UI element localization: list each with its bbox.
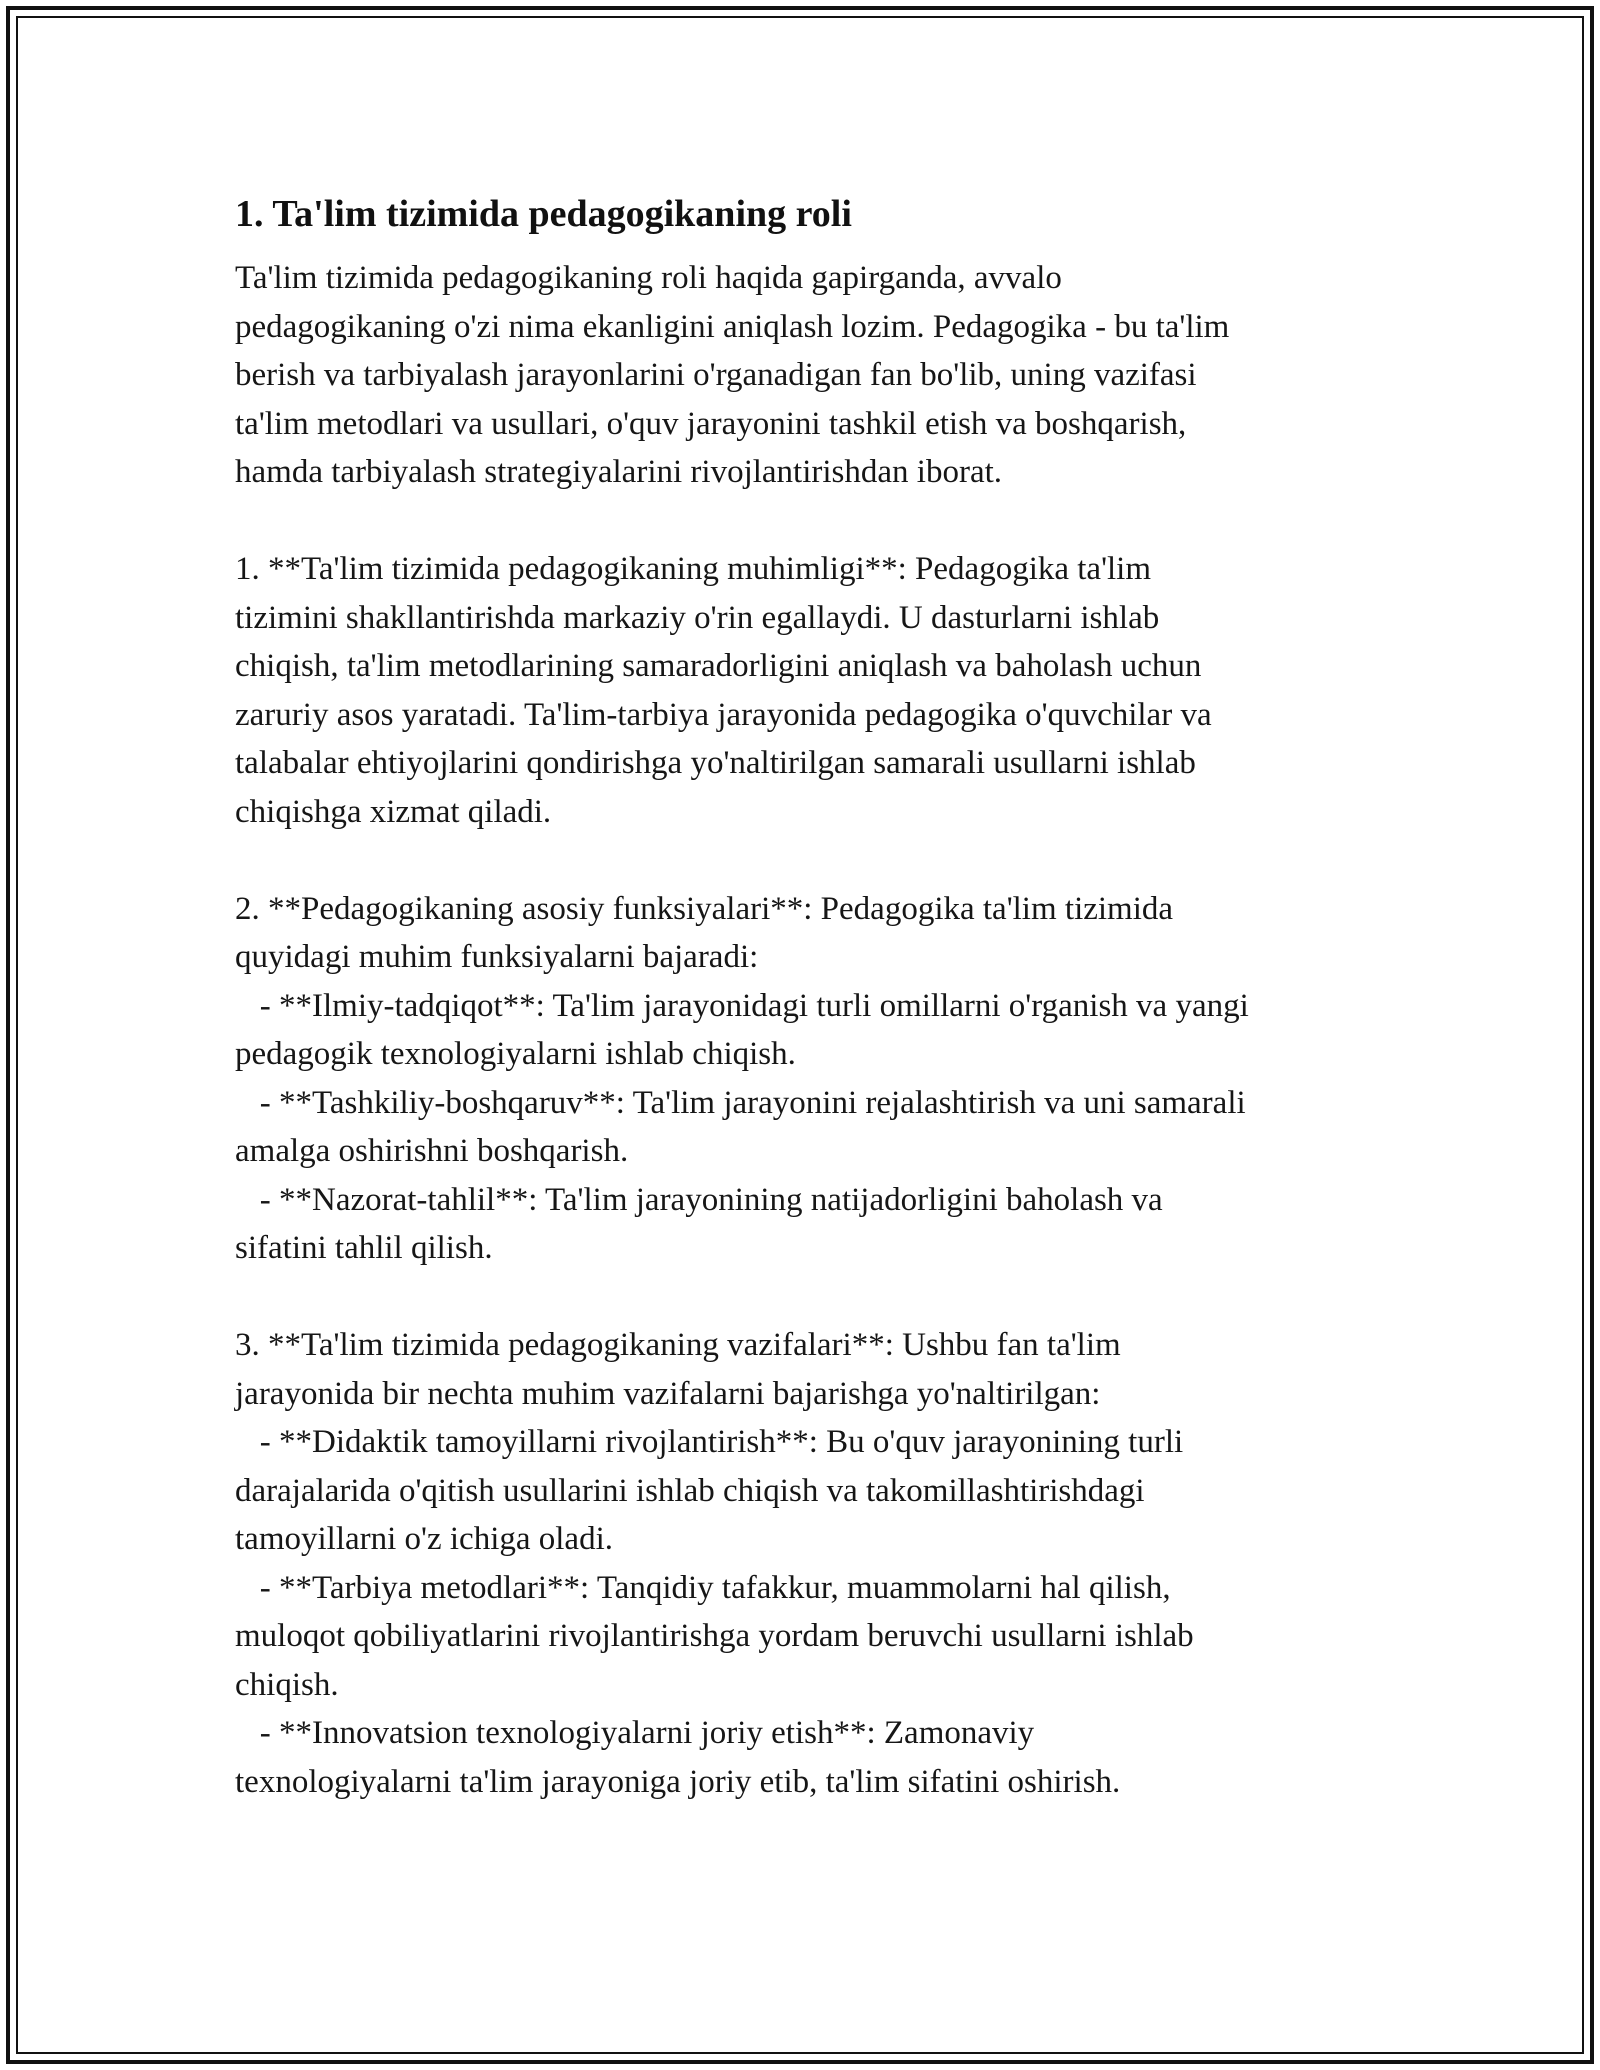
section-heading: 1. Ta'lim tizimida pedagogikaning roli [235,193,852,235]
document-content [235,185,1385,1806]
section-body-text: Ta'lim tizimida pedagogikaning roli haqida gapirganda, avvalo pedagogikaning o'zi nima ekanligini aniqlash lozim. Pedagogika - bu ta'lim berish va tarbiyalash jarayonlarini o'rganadigan fan bo'lib, uning vazifasi ta'lim metodlari va usullari, o'quv jarayonini tashkil etish va boshqarish, hamda tarbiyalash strategiyalarini rivojlantirishdan iborat. 1. **Ta'lim tizimida pedagogikaning muhimligi**: Pedagogika ta'lim tizimini shakllantirishda markaziy o'rin egallaydi. U dasturlarni ishlab chiqish, ta'lim metodlarining samaradorligini aniqlash va baholash uchun zaruriy asos yaratadi. Ta'lim-tarbiya jarayonida pedagogika o'quvchilar va talabalar ehtiyojlarini qondirishga yo'naltirilgan samarali usullarni ishlab chiqishga xizmat qiladi. 2. **Pedagogikaning asosiy funksiyalari**: Pedagogika ta'lim tizimida quyidagi muhim funksiyalarni bajaradi: - **Ilmiy-tadqiqot**: Ta'lim jarayonidagi turli omillarni o'rganish va yangi pedagogik texnologiyalarni ishlab chiqish. - **Tashkiliy-boshqaruv**: Ta'lim jarayonini rejalashtirish va uni samarali amalga oshirishni boshqarish. - **Nazorat-tahlil**: Ta'lim jarayonining natijadorligini baholash va sifatini tahlil qilish. 3. **Ta'lim tizimida pedagogikaning vazifalari**: Ushbu fan ta'lim jarayonida bir nechta muhim vazifalarni bajarishga yo'naltirilgan: - **Didaktik tamoyillarni rivojlantirish**: Bu o'quv jarayonining turli darajalarida o'qitish usullarini ishlab chiqish va takomillashtirishdagi tamoyillarni o'z ichiga oladi. - **Tarbiya metodlari**: Tanqidiy tafakkur, muammolarni hal qilish, muloqot qobiliyatlarini rivojlantirishga yordam beruvchi usullarni ishlab chiqish. - **Innovatsion texnologiyalarni joriy etish**: Zamonaviy texnologiyalarni ta'lim jarayoniga joriy etib, ta'lim sifatini oshirish. [235,260,1249,1800]
